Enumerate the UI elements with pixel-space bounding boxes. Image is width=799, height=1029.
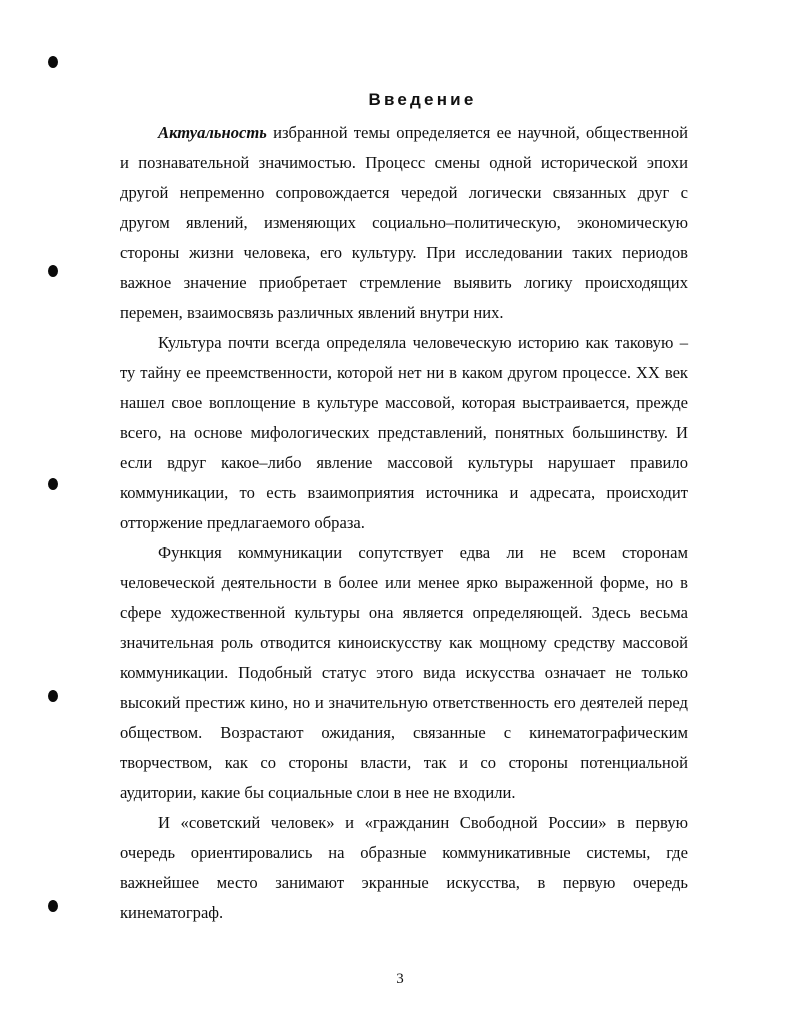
paragraph xyxy=(120,538,688,808)
paragraph xyxy=(120,328,688,538)
paragraph xyxy=(120,118,688,328)
paragraph-text: избранной темы определяется ее научной, общественной и познавательной значимостью. Процесс смены одной исторической эпохи другой непременно сопровождается чередой логически связанных друг с другом явлений, изменяющих социально–политическую, экономическую стороны жизни человека, его культуру. При исследовании таких периодов важное значение приобретает стремление выявить логику происходящих перемен, взаимосвязь различных явлений внутри них. xyxy=(120,123,688,322)
lead-term: Актуальность xyxy=(158,123,267,142)
punch-hole-mark xyxy=(48,900,58,912)
punch-hole-mark xyxy=(48,690,58,702)
punch-hole-mark xyxy=(48,478,58,490)
page-number: 3 xyxy=(396,971,404,987)
punch-hole-mark xyxy=(48,56,58,68)
paragraph-text: И «советский человек» и «гражданин Свободной России» в первую очередь ориентировались на образные коммуникативные системы, где важнейшее место занимают экранные искусства, в первую очередь кинематограф. xyxy=(120,813,688,922)
page-title: Введение xyxy=(368,90,477,109)
paragraph-text: Функция коммуникации сопутствует едва ли не всем сторонам человеческой деятельности в более или менее ярко выраженной форме, но в сфере художественной культуры она является определяющей. Здесь весьма значительная роль отводится киноискусству как мощному средству массовой коммуникации. Подобный статус этого вида искусства означает не только высокий престиж кино, но и значительную ответственность его деятелей перед обществом. Возрастают ожидания, связанные с кинематографическим творчеством, как со стороны власти, так и со стороны потенциальной аудитории, какие бы социальные слои в нее не входили. xyxy=(120,543,688,802)
body-text xyxy=(120,118,688,928)
paragraph xyxy=(120,808,688,928)
punch-hole-mark xyxy=(48,265,58,277)
paragraph-text: Культура почти всегда определяла человеческую историю как таковую – ту тайну ее преемственности, которой нет ни в каком другом процессе. XX век нашел свое воплощение в культуре массовой, которая выстраивается, прежде всего, на основе мифологических представлений, понятных большинству. И если вдруг какое–либо явление массовой культуры нарушает правило коммуникации, то есть взаимоприятия источника и адресата, происходит отторжение предлагаемого образа. xyxy=(120,333,688,532)
